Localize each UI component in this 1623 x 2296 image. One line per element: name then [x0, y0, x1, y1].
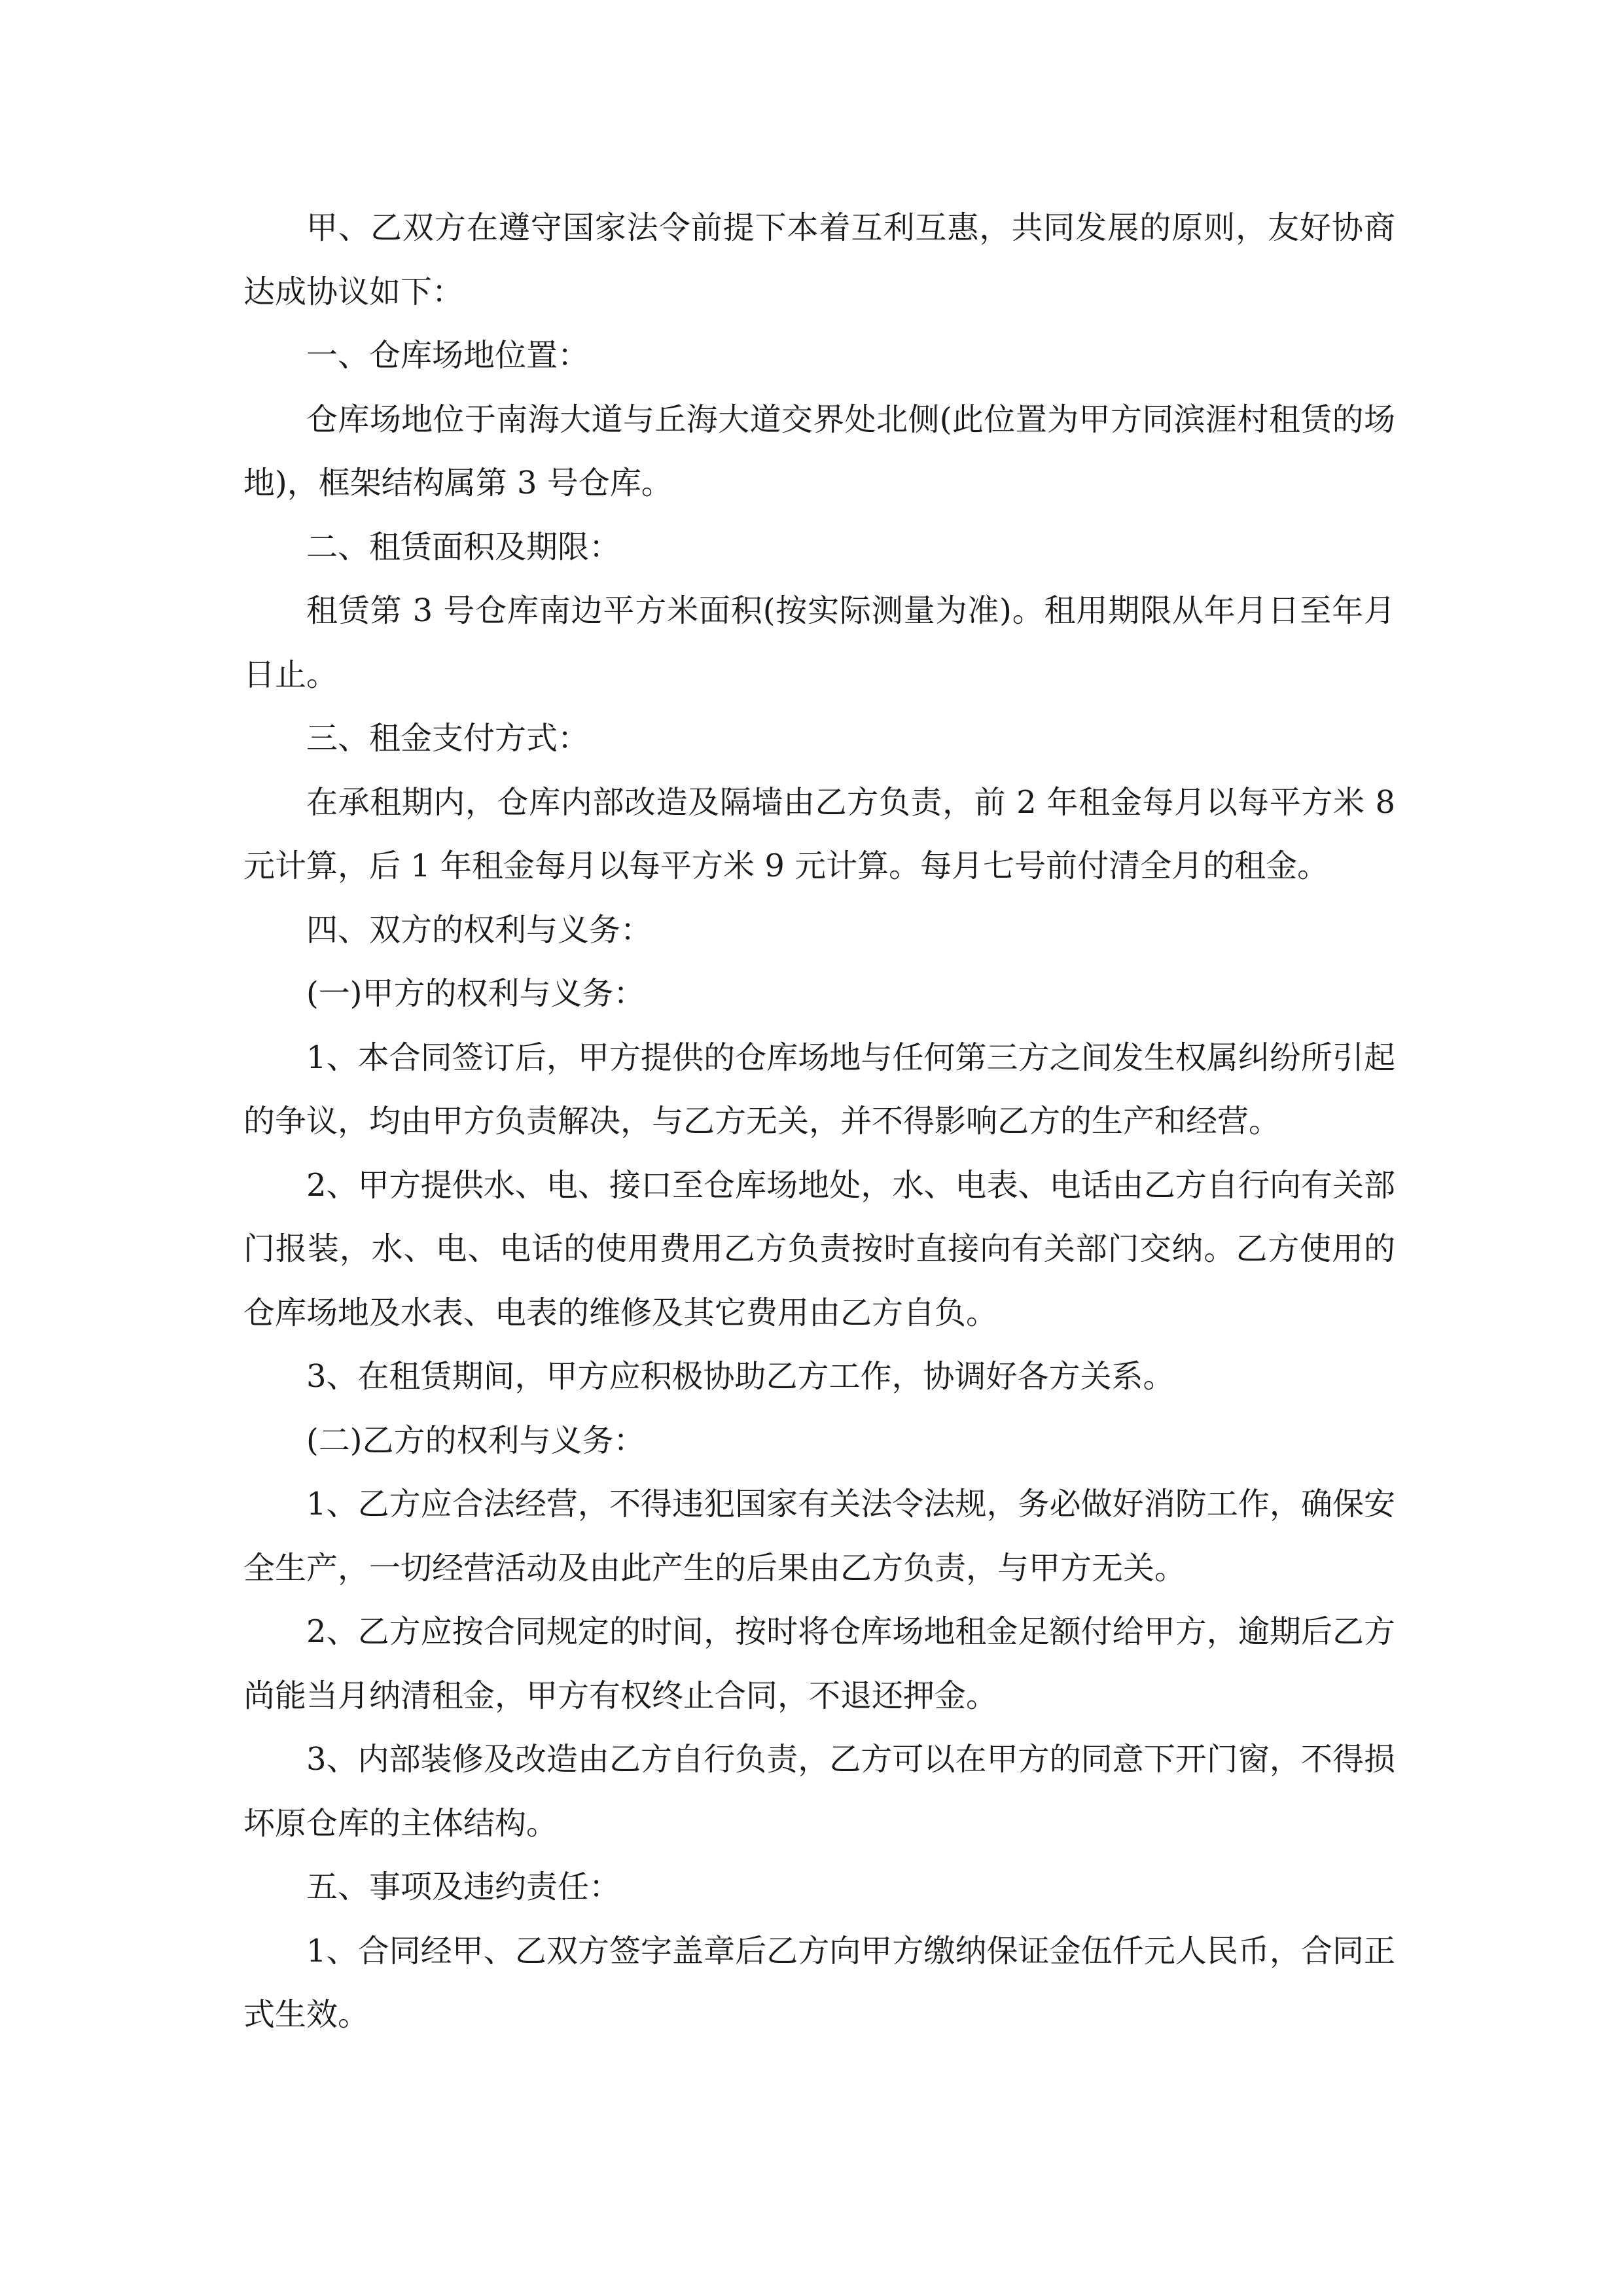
paragraph-lease-area-term: 租赁第 3 号仓库南边平方米面积(按实际测量为准)。租用期限从年月日至年月日止。 — [243, 592, 1395, 693]
paragraph-warehouse-location: 仓库场地位于南海大道与丘海大道交界处北侧(此位置为甲方同滨涯村租赁的场地)，框架结构属第 3 号仓库。 — [243, 401, 1395, 501]
subheading-party-a: (一)甲方的权利与义务： — [306, 975, 645, 1012]
heading-rent-payment: 三、租金支付方式： — [306, 720, 590, 757]
clause-liability-1: 1、合同经甲、乙双方签字盖章后乙方向甲方缴纳保证金伍仟元人民币，合同正式生效。 — [243, 1932, 1395, 2033]
clause-a-1: 1、本合同签订后，甲方提供的仓库场地与任何第三方之间发生权属纠纷所引起的争议，均由甲方负责解决，与乙方无关，并不得影响乙方的生产和经营。 — [243, 1039, 1395, 1139]
document-body — [243, 196, 1395, 2047]
clause-b-3: 3、内部装修及改造由乙方自行负责，乙方可以在甲方的同意下开门窗，不得损坏原仓库的主体结构。 — [243, 1741, 1395, 1842]
heading-matters-liability: 五、事项及违约责任： — [306, 1869, 621, 1905]
clause-b-1: 1、乙方应合法经营，不得违犯国家有关法令法规，务必做好消防工作，确保安全生产，一切经营活动及由此产生的后果由乙方负责，与甲方无关。 — [243, 1486, 1395, 1587]
clause-a-2: 2、甲方提供水、电、接口至仓库场地处，水、电表、电话由乙方自行向有关部门报装，水、电、电话的使用费用乙方负责按时直接向有关部门交纳。乙方使用的仓库场地及水表、电表的维修及其它费用由乙方自负。 — [243, 1166, 1395, 1331]
heading-warehouse-location: 一、仓库场地位置： — [306, 337, 590, 374]
subheading-party-b: (二)乙方的权利与义务： — [306, 1422, 645, 1459]
paragraph-intro: 甲、乙双方在遵守国家法令前提下本着互利互惠，共同发展的原则，友好协商达成协议如下： — [243, 209, 1395, 310]
clause-b-2: 2、乙方应按合同规定的时间，按时将仓库场地租金足额付给甲方，逾期后乙方尚能当月纳清租金，甲方有权终止合同，不退还押金。 — [243, 1613, 1395, 1714]
paragraph-rent-payment: 在承租期内，仓库内部改造及隔墙由乙方负责，前 2 年租金每月以每平方米 8 元计算，后 1 年租金每月以每平方米 9 元计算。每月七号前付清全月的租金。 — [243, 783, 1395, 884]
heading-lease-area-term: 二、租赁面积及期限： — [306, 528, 621, 565]
clause-a-3: 3、在租赁期间，甲方应积极协助乙方工作，协调好各方关系。 — [306, 1358, 1175, 1395]
heading-rights-obligations: 四、双方的权利与义务： — [306, 911, 652, 948]
